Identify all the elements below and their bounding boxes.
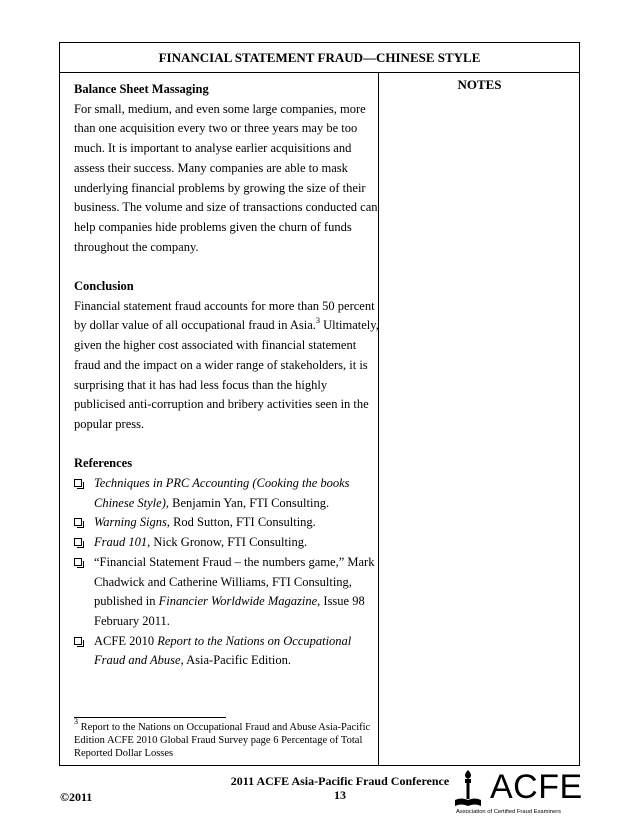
references-list: [74, 474, 379, 671]
checkbox-bullet-icon: [74, 558, 82, 566]
section-heading-conclusion: Conclusion: [74, 279, 134, 294]
page-number: 13: [334, 788, 346, 802]
logo-text: ACFE: [490, 768, 583, 806]
list-item: Warning Signs, Rod Sutton, FTI Consulting.: [74, 513, 379, 533]
footnote: $^3$ Report to the Nations on Occupational Fraud and Abuse Asia-Pacific Edition ACFE 2010 Global Fraud Survey page 6 Percentage of Total Reported Dollar Losses: [74, 717, 371, 759]
copyright: ©2011: [60, 790, 93, 804]
footnote-ref: 3: [315, 316, 320, 326]
checkbox-bullet-icon: [74, 538, 82, 546]
section-heading-references: References: [74, 456, 133, 471]
footer-center: [220, 774, 460, 802]
torch-book-icon: [455, 770, 481, 806]
checkbox-bullet-icon: [74, 479, 82, 487]
notes-label: NOTES: [457, 77, 502, 92]
main-column: [74, 80, 379, 671]
conference-name: 2011 ACFE Asia-Pacific Fraud Conference: [230, 774, 450, 788]
checkbox-bullet-icon: [74, 518, 82, 526]
checkbox-bullet-icon: [74, 637, 82, 645]
section-heading-balance-sheet: Balance Sheet Massaging: [74, 82, 209, 96]
list-item: Techniques in PRC Accounting (Cooking the books Chinese Style), Benjamin Yan, FTI Consulting.: [74, 474, 379, 513]
section-text-balance-sheet: For small, medium, and even some large companies, more than one acquisition every two or three years may be too much. It is important to analyse earlier acquisitions and assess their success. Many companies are able to mask underlying financial problems by growing the size of their business. The volume and size of transactions conducted can help companies hide problems given the churn of funds throughout the company.: [74, 101, 378, 254]
page-title: FINANCIAL STATEMENT FRAUD—CHINESE STYLE: [60, 43, 579, 73]
list-item: ACFE 2010 Report to the Nations on Occupational Fraud and Abuse, Asia-Pacific Edition.: [74, 632, 379, 671]
list-item: Fraud 101, Nick Gronow, FTI Consulting.: [74, 533, 379, 553]
section-text-conclusion: Financial statement fraud accounts for more than 50 percent by dollar value of all occupational fraud in Asia.$^3$ Ultimately, given the higher cost associated with financial statement fraud and the impact on a wider range of stakeholders, it is surprising that it has had less focus than the highly publicised anti-corruption and bribery activities seen in the popular press.: [74, 298, 379, 431]
footnote-rule: [74, 717, 226, 718]
list-item: “Financial Statement Fraud – the numbers game,” Mark Chadwick and Catherine Williams, FTI Consulting, published in Financier Worldwide Magazine, Issue 98 February 2011.: [74, 553, 379, 632]
logo-subtitle: Association of Certified Fraud Examiners: [456, 809, 562, 815]
